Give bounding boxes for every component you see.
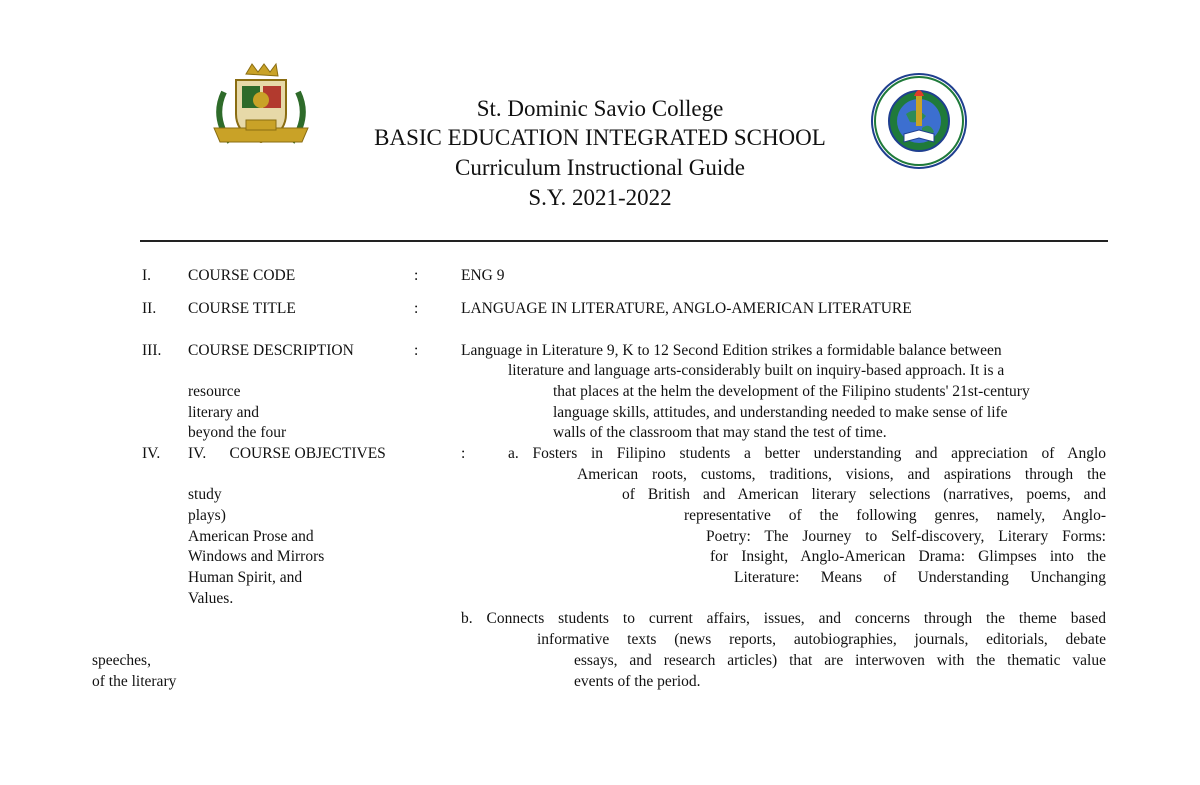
objective-fragment: plays) (188, 507, 226, 524)
course-code-label: COURSE CODE (188, 267, 296, 284)
description-line: walls of the classroom that may stand the test of time. (553, 424, 887, 441)
description-fragment: beyond the four (188, 424, 287, 441)
objective-a-line: Literature: Means of Understanding Unchanging (734, 569, 1106, 586)
course-code-value: ENG 9 (461, 267, 505, 284)
objective-a-line: of British and American literary selections (narratives, poems, and (622, 486, 1106, 503)
objective-fragment: of the literary (92, 673, 177, 690)
objective-a-line: for Insight, Anglo-American Drama: Glimpses into the (710, 548, 1106, 565)
colon: : (414, 300, 419, 317)
objective-b-line: essays, and research articles) that are interwoven with the thematic value (574, 652, 1106, 669)
objective-fragment: Human Spirit, and (188, 569, 303, 586)
description-fragment: literary and (188, 404, 260, 421)
description-line: Language in Literature 9, K to 12 Second Edition strikes a formidable balance between (461, 342, 1002, 359)
objective-fragment: speeches, (92, 652, 151, 669)
objective-fragment: Windows and Mirrors (188, 548, 325, 565)
course-title-value: LANGUAGE IN LITERATURE, ANGLO-AMERICAN LITERATURE (461, 300, 912, 317)
header-divider (140, 240, 1108, 242)
description-fragment: resource (188, 383, 241, 400)
course-title-label: COURSE TITLE (188, 300, 296, 317)
objective-a-line: American roots, customs, traditions, visions, and aspirations through the (577, 466, 1106, 483)
description-line: literature and language arts-considerably built on inquiry-based approach. It is a (508, 362, 1005, 379)
objective-fragment: American Prose and (188, 528, 314, 545)
course-description-label: COURSE DESCRIPTION (188, 342, 354, 359)
colon: : (461, 445, 466, 462)
document-title: Curriculum Instructional Guide (455, 155, 745, 180)
objective-fragment: Values. (188, 590, 234, 607)
school-name: BASIC EDUCATION INTEGRATED SCHOOL (374, 125, 826, 150)
objective-a-line: a. Fosters in Filipino students a better understanding and appreciation of Anglo (508, 445, 1106, 462)
objective-a-line: representative of the following genres, namely, Anglo- (684, 507, 1106, 524)
description-line: language skills, attitudes, and understanding needed to make sense of life (553, 404, 1008, 421)
item-number: III. (142, 342, 162, 359)
objective-b-line: informative texts (news reports, autobiographies, journals, editorials, debate (537, 631, 1106, 648)
item-number: I. (142, 267, 152, 284)
college-name: St. Dominic Savio College (476, 96, 724, 121)
item-number: II. (142, 300, 157, 317)
objective-b-line: b. Connects students to current affairs, issues, and concerns through the theme based (461, 610, 1106, 627)
colon: : (414, 342, 419, 359)
course-objectives-label: IV. COURSE OBJECTIVES (188, 445, 386, 462)
objective-fragment: study (188, 486, 222, 503)
school-year: S.Y. 2021-2022 (528, 185, 672, 210)
colon: : (414, 267, 419, 284)
item-number: IV. (142, 445, 161, 462)
description-line: that places at the helm the development of the Filipino students' 21st-century (553, 383, 1030, 400)
objective-b-line: events of the period. (574, 673, 701, 690)
objective-a-line: Poetry: The Journey to Self-discovery, Literary Forms: (706, 528, 1106, 545)
